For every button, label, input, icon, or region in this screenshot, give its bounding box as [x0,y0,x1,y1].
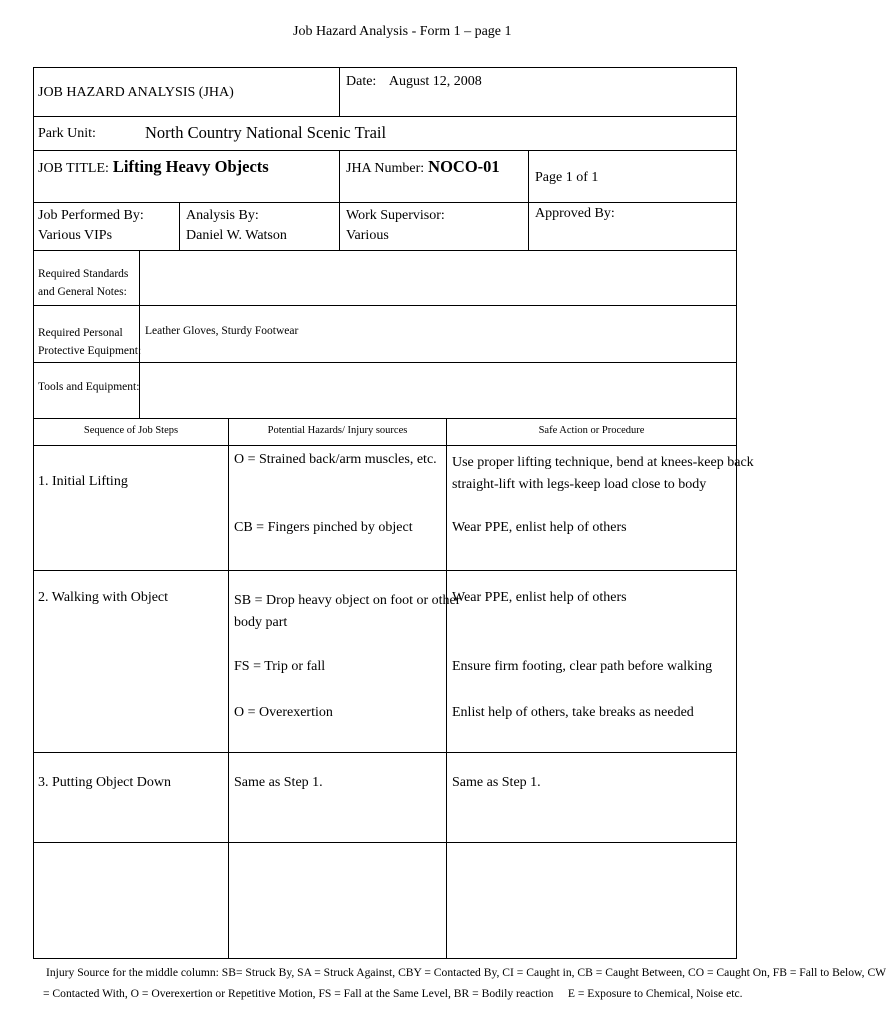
step-2-hazard-3: O = Overexertion [234,705,333,720]
divider [179,202,180,250]
step-2-action-3: Enlist help of others, take breaks as needed [452,705,694,720]
divider [33,116,737,117]
divider [339,150,340,250]
job-title-field [38,157,269,177]
divider [33,752,737,753]
date-label: Date: [346,74,377,89]
step-2-action-1: Wear PPE, enlist help of others [452,590,627,605]
step-3-hazard: Same as Step 1. [234,775,323,790]
step-1-action-1 [452,452,754,496]
divider [446,418,447,959]
divider [33,150,737,151]
divider [228,418,229,959]
form-title: JOB HAZARD ANALYSIS (JHA) [38,85,234,100]
step-1-name: 1. Initial Lifting [38,474,128,489]
step-3-name: 3. Putting Object Down [38,775,171,790]
column-header-actions: Safe Action or Procedure [538,425,645,436]
column-header-hazards: Potential Hazards/ Injury sources [267,425,408,436]
work-supervisor [346,206,445,246]
jha-number-value: NOCO-01 [428,157,500,176]
hazard-line: body part [234,615,288,630]
work-supervisor-label: Work Supervisor: [346,208,445,223]
footnote [43,962,886,1004]
action-line: Use proper lifting technique, bend at knees-keep back [452,455,754,470]
hazard-line: SB = Drop heavy object on foot or other [234,593,461,608]
ppe-label-line: Protective Equipment: [38,345,142,357]
date-value: August 12, 2008 [388,74,482,89]
tools-label: Tools and Equipment: [38,381,140,393]
step-2-hazard-1 [234,590,460,634]
date-field [346,74,482,90]
analysis-by-label: Analysis By: [186,208,259,223]
step-1-hazard-1: O = Strained back/arm muscles, etc. [234,452,437,467]
divider [33,202,737,203]
performed-by-value: Various VIPs [38,228,113,243]
ppe-label-line: Required Personal [38,327,123,339]
performed-by [38,206,144,246]
page-header: Job Hazard Analysis - Form 1 – page 1 [293,24,512,39]
jha-number-field [346,157,500,177]
step-1-action-2: Wear PPE, enlist help of others [452,520,627,535]
divider [33,570,737,571]
step-3-action: Same as Step 1. [452,775,541,790]
analysis-by-value: Daniel W. Watson [186,228,287,243]
footnote-line: = Contacted With, O = Overexertion or Repetitive Motion, FS = Fall at the Same Level, BR = Bodily reaction E = Exposure to Chemical, Noise etc. [43,987,743,1000]
divider [339,67,340,117]
job-title-label: JOB TITLE: [38,161,109,176]
approved-by-label: Approved By: [535,206,615,221]
footnote-line: Injury Source for the middle column: SB= Struck By, SA = Struck Against, CBY = Contacted By, CI = Caught in, CB = Caught Between, CO = Caught On, FB = Fall to Below, CW [46,966,886,979]
step-2-hazard-2: FS = Trip or fall [234,659,326,674]
standards-label-line: and General Notes: [38,286,127,298]
park-unit-label: Park Unit: [38,126,96,141]
ppe-value: Leather Gloves, Sturdy Footwear [145,325,299,337]
park-unit-value: North Country National Scenic Trail [145,123,387,142]
divider [33,418,737,419]
ppe-label [38,324,141,360]
standards-label [38,265,128,301]
work-supervisor-value: Various [346,228,389,243]
action-line: straight-lift with legs-keep load close to body [452,477,707,492]
step-2-action-2: Ensure firm footing, clear path before walking [452,659,713,674]
page-of: Page 1 of 1 [535,170,599,185]
divider [33,842,737,843]
performed-by-label: Job Performed By: [38,208,144,223]
step-1-hazard-2: CB = Fingers pinched by object [234,520,413,535]
divider [528,150,529,250]
analysis-by [186,206,287,246]
jha-number-label: JHA Number: [346,161,425,176]
step-2-name: 2. Walking with Object [38,590,169,605]
column-header-steps: Sequence of Job Steps [83,425,179,436]
divider [33,445,737,446]
job-title-value: Lifting Heavy Objects [112,157,269,176]
standards-label-line: Required Standards [38,268,129,280]
